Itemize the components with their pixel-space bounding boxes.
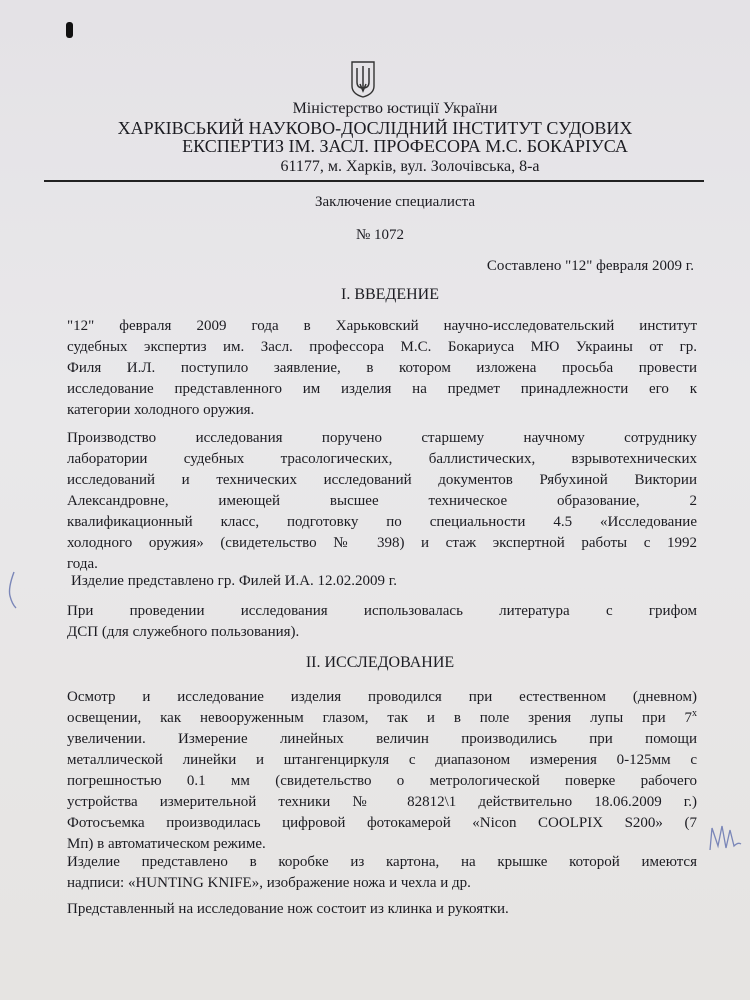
text-line: металлической линейки и штангенциркуля с диапазоном измерения 0-125мм с (67, 752, 697, 768)
text-line: Изделие представлено в коробке из картона, на крышке которой имеются (67, 854, 697, 870)
text-line: Представленный на исследование нож состоит из клинка и рукоятки. (67, 901, 509, 917)
institute-name-line-2: ЕКСПЕРТИЗ ІМ. ЗАСЛ. ПРОФЕСОРА М.С. БОКАРІУСА (182, 136, 628, 156)
pen-margin-mark-right (706, 820, 744, 854)
paragraph-literature (67, 601, 697, 643)
text-line: категории холодного оружия. (67, 402, 255, 418)
text-line: Осмотр и исследование изделия проводился при естественном (дневном) (67, 689, 697, 705)
text-line-magnification (67, 708, 697, 729)
punch-hole-mark (66, 22, 73, 38)
text-line: При проведении исследования использовалась литература с грифом (67, 603, 697, 619)
text-line: исследование представленного им изделия на предмет принадлежности его к (67, 381, 697, 397)
text-line: Фотосъемка производилась цифровой фотокамерой «Nicon COOLPIX S200» (7 (67, 815, 697, 831)
text-line-part: освещении, как невооруженным глазом, так и в поле зрения лупы при 7 (67, 710, 692, 726)
institute-name-line-1: ХАРКІВСЬКИЙ НАУКОВО-ДОСЛІДНИЙ ІНСТИТУТ СУДОВИХ (117, 118, 633, 138)
document-title: Заключение специалиста (315, 194, 475, 210)
text-line: судебных экспертиз им. Засл. профессора М.С. Бокариуса МЮ Украины от гр. (67, 339, 697, 355)
text-line: погрешностью 0.1 мм (свидетельство о метрологической поверке рабочего (67, 773, 697, 789)
document-number: № 1072 (355, 227, 405, 243)
text-line: исследований и технических исследований документов Рябухиной Виктории (67, 472, 697, 488)
header-divider (44, 180, 704, 182)
paragraph-knife-description (67, 899, 697, 920)
ministry-name: Міністерство юстиції України (292, 100, 498, 117)
text-line: Мп) в автоматическом режиме. (67, 836, 266, 852)
text-line: Филя И.Л. поступило заявление, в котором изложена просьба провести (67, 360, 697, 376)
text-line: "12" февраля 2009 года в Харьковский научно-исследовательский институт (67, 318, 697, 334)
text-line: года. (67, 556, 98, 572)
pen-margin-mark-left (4, 570, 18, 610)
paragraph-packaging (67, 852, 697, 894)
text-line: Производство исследования поручено старшему научному сотруднику (67, 430, 697, 446)
text-line: квалификационный класс, подготовку по специальности 4.5 «Исследование (67, 514, 697, 530)
composed-date: Составлено "12" февраля 2009 г. (486, 258, 694, 274)
text-line: увеличении. Измерение линейных величин производились при помощи (67, 731, 697, 747)
institute-address: 61177, м. Харків, вул. Золочівська, 8-а (280, 158, 540, 175)
text-line: Изделие представлено гр. Филей И.А. 12.02.2009 г. (71, 573, 398, 589)
section-heading-introduction: I. ВВЕДЕНИЕ (340, 286, 439, 303)
magnification-superscript: х (692, 708, 697, 719)
paragraph-examination (67, 687, 697, 855)
text-line: ДСП (для служебного пользования). (67, 624, 300, 640)
text-line: холодного оружия» (свидетельство № 398) и стаж экспертной работы с 1992 (67, 535, 697, 551)
paragraph-application (67, 316, 697, 421)
text-line: устройства измерительной техники № 82812\1 действительно 18.06.2009 г.) (67, 794, 697, 810)
section-heading-research: II. ИССЛЕДОВАНИЕ (305, 654, 455, 671)
text-line: лаборатории судебных трасологических, баллистических, взрывотехнических (67, 451, 697, 467)
text-line: надписи: «HUNTING KNIFE», изображение ножа и чехла и др. (67, 875, 471, 891)
paragraph-item-submitted (67, 571, 697, 592)
trident-emblem-icon (350, 58, 376, 98)
text-line: Александровне, имеющей высшее техническое образование, 2 (67, 493, 697, 509)
paragraph-expert (67, 428, 697, 575)
